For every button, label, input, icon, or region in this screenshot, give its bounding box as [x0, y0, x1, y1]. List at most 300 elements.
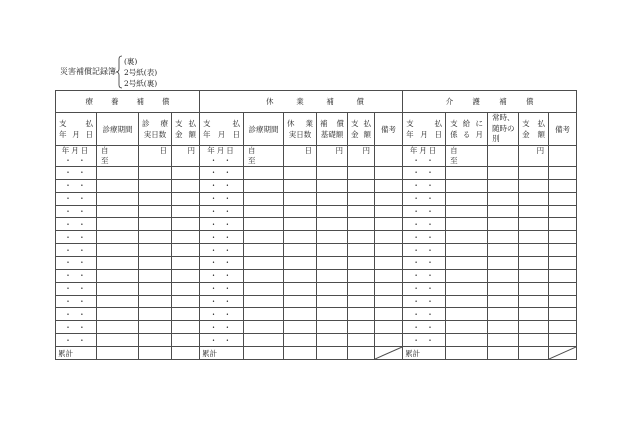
medical-payment-date-cell	[56, 257, 97, 270]
care-payment-date-header	[403, 113, 446, 146]
care-payment-amount-cell	[519, 308, 549, 321]
leave-cumulative-remarks-cell	[375, 347, 403, 360]
header-line: 診療期間	[102, 124, 133, 134]
leave-payment-date-cell	[200, 218, 244, 231]
care-type-cell	[488, 269, 519, 282]
date-label: 年月日	[207, 146, 236, 155]
care-remarks-cell	[549, 282, 577, 295]
header-line: 金 額	[522, 130, 546, 139]
leave-remarks-cell	[375, 218, 403, 231]
date-separator: ・ ・	[209, 207, 234, 216]
leave-base-amount-cell	[317, 295, 348, 308]
leave-treatment-period-cell	[244, 282, 284, 295]
leave-treatment-period-cell	[244, 218, 284, 231]
leave-payment-amount-cell	[348, 244, 375, 257]
medical-payment-date-cell	[56, 244, 97, 257]
date-separator: ・ ・	[412, 219, 436, 229]
date-separator: ・ ・	[412, 309, 436, 319]
care-section-header	[403, 91, 577, 113]
care-remarks-cell	[549, 269, 577, 282]
date-separator: ・ ・	[64, 156, 88, 165]
leave-days-cell	[284, 321, 317, 334]
leave-payment-amount-cell	[348, 179, 375, 192]
medical-treatment-period-cell	[97, 231, 139, 244]
care-benefit-month-cell	[446, 218, 488, 231]
date-separator: ・ ・	[64, 284, 88, 294]
leave-days-cell	[284, 205, 317, 218]
header-line: 支 払	[351, 119, 371, 128]
care-payment-date-cell	[403, 282, 446, 295]
leave-base-amount-cell	[317, 269, 348, 282]
leave-treatment-period-cell	[244, 205, 284, 218]
entry-row	[56, 205, 577, 218]
leave-treatment-period-cell	[244, 269, 284, 282]
leave-remarks-cell	[375, 179, 403, 192]
day-unit: 日	[304, 146, 312, 155]
care-type-cell	[488, 205, 519, 218]
header-line: 診療期間	[248, 124, 279, 134]
care-payment-date-cell	[403, 218, 446, 231]
medical-treatment-period-cell	[97, 218, 139, 231]
care-remarks-cell	[549, 205, 577, 218]
care-remarks-cell	[549, 334, 577, 347]
medical-payment-amount-cell	[172, 257, 200, 270]
period-to-label: 至	[450, 156, 458, 165]
care-benefit-month-cell	[446, 295, 488, 308]
date-separator: ・ ・	[412, 297, 436, 307]
date-separator: ・ ・	[64, 271, 88, 281]
header-line: 補 償	[320, 119, 344, 128]
leave-days-cell	[284, 231, 317, 244]
care-section-title: 介 護 補 償	[445, 96, 534, 106]
care-benefit-month-cell	[446, 192, 488, 205]
leave-remarks-header	[375, 113, 403, 146]
date-separator: ・ ・	[412, 271, 436, 281]
care-payment-date-cell	[403, 146, 446, 167]
medical-payment-date-cell	[56, 231, 97, 244]
diagonal-strike-line	[375, 347, 402, 359]
medical-cumulative-period-cell	[97, 347, 139, 360]
care-remarks-cell	[549, 179, 577, 192]
entry-row	[56, 295, 577, 308]
entry-row	[56, 167, 577, 180]
leave-days-cell	[284, 282, 317, 295]
header-line: 随時の	[492, 123, 515, 133]
leave-remarks-cell	[375, 146, 403, 167]
care-payment-date-cell	[403, 295, 446, 308]
leave-payment-amount-cell	[348, 321, 375, 334]
day-unit: 日	[159, 146, 167, 155]
care-payment-date-cell	[403, 179, 446, 192]
care-remarks-cell	[549, 257, 577, 270]
header-line: 常時、	[492, 113, 515, 123]
medical-payment-date-cell	[56, 146, 97, 167]
care-benefit-month-cell	[446, 334, 488, 347]
leave-payment-amount-cell	[348, 308, 375, 321]
medical-treatment-period-header	[97, 113, 139, 146]
compensation-record-table	[55, 90, 577, 360]
leave-base-amount-cell	[317, 282, 348, 295]
care-payment-amount-cell	[519, 205, 549, 218]
date-separator: ・ ・	[209, 322, 234, 332]
leave-treatment-period-cell	[244, 146, 284, 167]
care-remarks-cell	[549, 192, 577, 205]
entry-rows	[56, 167, 577, 347]
medical-treatment-period-cell	[97, 308, 139, 321]
care-benefit-month-header	[446, 113, 488, 146]
care-benefit-month-cell	[446, 308, 488, 321]
care-payment-date-cell	[403, 244, 446, 257]
medical-payment-date-cell	[56, 321, 97, 334]
medical-treatment-period-cell	[97, 244, 139, 257]
medical-treatment-days-cell	[139, 167, 172, 180]
leave-days-cell	[284, 334, 317, 347]
care-remarks-cell	[549, 308, 577, 321]
date-separator: ・ ・	[64, 322, 88, 332]
medical-treatment-period-cell	[97, 295, 139, 308]
entry-row	[56, 244, 577, 257]
medical-treatment-days-cell	[139, 334, 172, 347]
date-separator: ・ ・	[209, 258, 234, 268]
leave-cumulative-days-cell	[284, 347, 317, 360]
medical-section-header	[56, 91, 200, 113]
date-separator: ・ ・	[412, 168, 436, 178]
entry-row	[56, 192, 577, 205]
header-line: 実日数	[288, 130, 312, 139]
date-separator: ・ ・	[64, 335, 88, 345]
care-remarks-cell	[549, 146, 577, 167]
leave-treatment-period-cell	[244, 295, 284, 308]
care-payment-date-cell	[403, 269, 446, 282]
section-header-row	[56, 91, 577, 113]
date-separator: ・ ・	[412, 194, 436, 204]
medical-treatment-period-cell	[97, 269, 139, 282]
date-separator: ・ ・	[412, 245, 436, 255]
medical-treatment-period-cell	[97, 179, 139, 192]
date-separator: ・ ・	[64, 207, 88, 216]
leave-payment-amount-cell	[348, 257, 375, 270]
medical-treatment-period-cell	[97, 321, 139, 334]
leave-payment-amount-cell	[348, 205, 375, 218]
medical-payment-amount-cell	[172, 321, 200, 334]
medical-payment-date-cell	[56, 269, 97, 282]
leave-treatment-period-cell	[244, 244, 284, 257]
sheet-label-form2-back: 2号紙(裏)	[124, 79, 158, 88]
leave-cumulative-period-cell	[244, 347, 284, 360]
care-benefit-month-cell	[446, 282, 488, 295]
entry-row	[56, 334, 577, 347]
date-separator: ・ ・	[209, 219, 234, 229]
date-separator: ・ ・	[64, 232, 88, 242]
care-benefit-month-cell	[446, 244, 488, 257]
yen-unit: 円	[362, 146, 370, 155]
leave-treatment-period-cell	[244, 308, 284, 321]
care-cumulative-amount-cell	[519, 347, 549, 360]
leave-base-amount-cell	[317, 321, 348, 334]
care-payment-amount-cell	[519, 146, 549, 167]
leave-payment-amount-cell	[348, 269, 375, 282]
care-payment-amount-cell	[519, 218, 549, 231]
date-separator: ・ ・	[412, 258, 436, 268]
leave-days-cell	[284, 295, 317, 308]
leave-payment-date-cell	[200, 269, 244, 282]
leave-treatment-period-cell	[244, 192, 284, 205]
leave-payment-date-cell	[200, 334, 244, 347]
header-line: 支 払	[522, 119, 546, 128]
medical-treatment-period-cell	[97, 282, 139, 295]
leave-section-header	[200, 91, 403, 113]
medical-treatment-days-cell	[139, 308, 172, 321]
care-payment-amount-cell	[519, 295, 549, 308]
care-payment-amount-cell	[519, 167, 549, 180]
medical-payment-date-cell	[56, 192, 97, 205]
medical-payment-date-cell	[56, 179, 97, 192]
entry-row	[56, 257, 577, 270]
care-benefit-month-cell	[446, 231, 488, 244]
care-payment-amount-cell	[519, 231, 549, 244]
leave-base-amount-cell	[317, 146, 348, 167]
date-separator: ・ ・	[209, 309, 234, 319]
leave-payment-amount-cell	[348, 192, 375, 205]
period-from-label: 自	[248, 146, 256, 155]
medical-treatment-days-cell	[139, 269, 172, 282]
leave-cumulative-amount-cell	[348, 347, 375, 360]
care-payment-amount-cell	[519, 334, 549, 347]
medical-payment-date-cell	[56, 308, 97, 321]
header-line: 休 業	[287, 119, 313, 128]
care-payment-date-cell	[403, 334, 446, 347]
medical-treatment-days-header	[139, 113, 172, 146]
header-line: 備考	[555, 124, 571, 134]
care-payment-amount-cell	[519, 282, 549, 295]
care-type-cell	[488, 231, 519, 244]
date-separator: ・ ・	[64, 309, 88, 319]
care-type-cell	[488, 192, 519, 205]
leave-remarks-cell	[375, 257, 403, 270]
leave-payment-amount-cell	[348, 146, 375, 167]
date-separator: ・ ・	[209, 194, 234, 204]
date-separator: ・ ・	[412, 207, 436, 216]
period-to-label: 至	[101, 156, 109, 165]
care-payment-amount-cell	[519, 244, 549, 257]
leave-base-amount-cell	[317, 257, 348, 270]
date-separator: ・ ・	[64, 297, 88, 307]
care-remarks-cell	[549, 295, 577, 308]
care-type-cell	[488, 167, 519, 180]
medical-cumulative-amount-cell	[172, 347, 200, 360]
care-cumulative-remarks-cell	[549, 347, 577, 360]
medical-payment-amount-cell	[172, 295, 200, 308]
care-type-cell	[488, 146, 519, 167]
cumulative-row	[56, 347, 577, 360]
care-payment-date-cell	[403, 257, 446, 270]
medical-treatment-period-cell	[97, 167, 139, 180]
medical-treatment-period-cell	[97, 334, 139, 347]
medical-treatment-days-cell	[139, 244, 172, 257]
care-benefit-month-cell	[446, 205, 488, 218]
entry-row	[56, 308, 577, 321]
leave-cumulative-base-cell	[317, 347, 348, 360]
medical-payment-amount-cell	[172, 167, 200, 180]
cumulative-label: 累計	[405, 348, 421, 358]
medical-payment-amount-cell	[172, 179, 200, 192]
leave-days-cell	[284, 146, 317, 167]
medical-cumulative-days-cell	[139, 347, 172, 360]
care-type-cell	[488, 295, 519, 308]
leave-base-amount-cell	[317, 334, 348, 347]
leave-base-amount-cell	[317, 179, 348, 192]
leave-remarks-cell	[375, 167, 403, 180]
leave-payment-date-cell	[200, 205, 244, 218]
leave-section-title: 休 業 補 償	[266, 96, 365, 106]
medical-payment-amount-cell	[172, 218, 200, 231]
leave-days-cell	[284, 192, 317, 205]
leave-remarks-cell	[375, 269, 403, 282]
leave-days-header	[284, 113, 317, 146]
leave-base-amount-cell	[317, 308, 348, 321]
care-payment-date-cell	[403, 205, 446, 218]
care-benefit-month-cell	[446, 146, 488, 167]
medical-cumulative-cell	[56, 347, 97, 360]
medical-treatment-period-cell	[97, 205, 139, 218]
medical-payment-date-cell	[56, 282, 97, 295]
medical-treatment-days-cell	[139, 218, 172, 231]
date-label: 年月日	[409, 146, 439, 155]
date-separator: ・ ・	[64, 194, 88, 204]
leave-payment-date-cell	[200, 257, 244, 270]
care-benefit-month-cell	[446, 179, 488, 192]
medical-payment-amount-cell	[172, 192, 200, 205]
medical-treatment-days-cell	[139, 321, 172, 334]
leave-remarks-cell	[375, 334, 403, 347]
date-separator: ・ ・	[209, 284, 234, 294]
leave-days-cell	[284, 218, 317, 231]
header-line: 年 月 日	[59, 130, 93, 139]
leave-treatment-period-cell	[244, 231, 284, 244]
care-cumulative-cell	[403, 347, 446, 360]
yen-unit: 円	[187, 146, 195, 155]
leave-payment-date-cell	[200, 295, 244, 308]
care-type-cell	[488, 334, 519, 347]
medical-payment-date-cell	[56, 295, 97, 308]
medical-payment-amount-cell	[172, 282, 200, 295]
yen-unit: 円	[536, 146, 545, 155]
leave-payment-date-cell	[200, 321, 244, 334]
date-separator: ・ ・	[412, 335, 436, 345]
care-cumulative-month-cell	[446, 347, 488, 360]
care-benefit-month-cell	[446, 167, 488, 180]
header-line: 支 払	[175, 119, 196, 128]
medical-treatment-period-cell	[97, 192, 139, 205]
leave-base-amount-cell	[317, 244, 348, 257]
date-label: 年月日	[61, 146, 91, 155]
date-separator: ・ ・	[412, 181, 436, 191]
leave-treatment-period-cell	[244, 321, 284, 334]
leave-remarks-cell	[375, 308, 403, 321]
date-separator: ・ ・	[209, 181, 234, 191]
care-remarks-cell	[549, 218, 577, 231]
care-remarks-cell	[549, 167, 577, 180]
leave-days-cell	[284, 244, 317, 257]
header-line: 支 給 に	[450, 119, 484, 128]
date-separator: ・ ・	[64, 219, 88, 229]
date-separator: ・ ・	[209, 156, 234, 165]
header-line: 支 払	[59, 119, 93, 128]
leave-base-amount-header	[317, 113, 348, 146]
cumulative-label: 累計	[58, 348, 73, 358]
leave-payment-amount-cell	[348, 282, 375, 295]
care-payment-amount-cell	[519, 192, 549, 205]
leave-payment-date-cell	[200, 308, 244, 321]
care-payment-date-cell	[403, 321, 446, 334]
medical-payment-date-cell	[56, 334, 97, 347]
leave-payment-date-cell	[200, 244, 244, 257]
medical-treatment-days-cell	[139, 205, 172, 218]
date-separator: ・ ・	[64, 245, 88, 255]
cumulative-label: 累計	[202, 348, 217, 358]
care-payment-date-cell	[403, 308, 446, 321]
care-payment-date-cell	[403, 167, 446, 180]
entry-row	[56, 269, 577, 282]
date-separator: ・ ・	[209, 232, 234, 242]
sheet-label-back: (裏)	[124, 57, 138, 66]
care-remarks-header	[549, 113, 577, 146]
leave-treatment-period-cell	[244, 179, 284, 192]
leave-payment-date-cell	[200, 146, 244, 167]
medical-payment-date-header	[56, 113, 97, 146]
medical-payment-date-cell	[56, 205, 97, 218]
leave-treatment-period-header	[244, 113, 284, 146]
leave-base-amount-cell	[317, 205, 348, 218]
medical-treatment-period-cell	[97, 257, 139, 270]
diagonal-strike-line	[549, 347, 576, 359]
care-payment-date-cell	[403, 192, 446, 205]
leave-payment-date-cell	[200, 231, 244, 244]
leave-treatment-period-cell	[244, 167, 284, 180]
medical-payment-amount-header	[172, 113, 200, 146]
leave-payment-amount-cell	[348, 231, 375, 244]
care-type-cell	[488, 179, 519, 192]
leave-payment-date-cell	[200, 179, 244, 192]
period-from-label: 自	[101, 146, 109, 155]
care-type-cell	[488, 282, 519, 295]
medical-payment-amount-cell	[172, 269, 200, 282]
leave-payment-date-cell	[200, 167, 244, 180]
medical-treatment-days-cell	[139, 295, 172, 308]
leave-days-cell	[284, 308, 317, 321]
care-payment-amount-cell	[519, 269, 549, 282]
leave-remarks-cell	[375, 295, 403, 308]
care-remarks-cell	[549, 321, 577, 334]
leave-remarks-cell	[375, 321, 403, 334]
care-type-cell	[488, 308, 519, 321]
medical-treatment-days-cell	[139, 231, 172, 244]
leave-remarks-cell	[375, 282, 403, 295]
date-separator: ・ ・	[64, 168, 88, 178]
care-cumulative-type-cell	[488, 347, 519, 360]
date-separator: ・ ・	[209, 245, 234, 255]
leave-base-amount-cell	[317, 167, 348, 180]
leave-days-cell	[284, 269, 317, 282]
header-line: 年 月 日	[203, 130, 240, 139]
medical-treatment-days-cell	[139, 257, 172, 270]
date-separator: ・ ・	[412, 322, 436, 332]
medical-payment-amount-cell	[172, 308, 200, 321]
leave-remarks-cell	[375, 244, 403, 257]
leave-payment-amount-cell	[348, 295, 375, 308]
header-line: 金 額	[351, 130, 371, 139]
header-line: 実日数	[143, 130, 167, 139]
